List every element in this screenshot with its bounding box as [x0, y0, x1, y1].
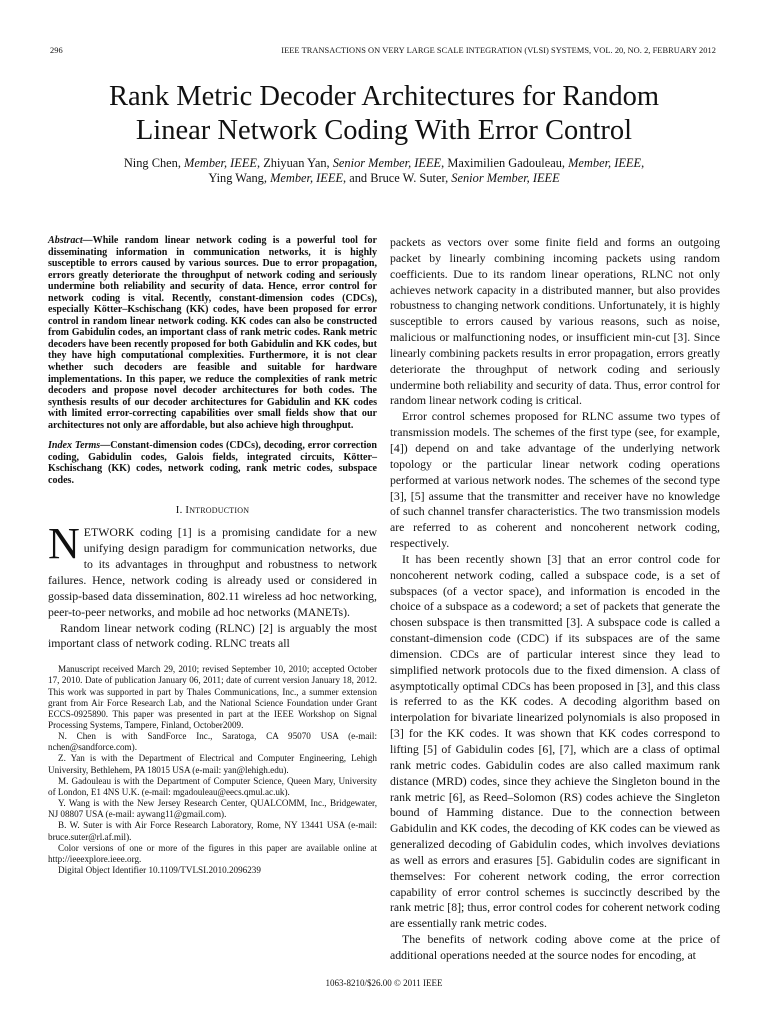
- body-paragraph: Error control schemes proposed for RLNC assume two types of transmission models. The schemes of the first type (see, for example, [4]) depend on and take advantage of the underlying network topology or the particular linear network coding operations performed at various network nodes. The schemes of the second type [3], [5] assume that the transmitter and receiver have no knowledge of such channel transfer characteristics. The two transmission models are referred to as coherent and noncoherent network coding, respectively.: [390, 409, 720, 551]
- page-number: 296: [50, 46, 63, 55]
- abstract-label: Abstract—: [48, 235, 93, 246]
- author: Ning Chen, Member, IEEE,: [123, 156, 264, 170]
- footnote: M. Gadouleau is with the Department of Computer Science, Queen Mary, University of London, E1 4NS U.K. (e-mail: mgadouleau@eecs.qmul.ac.uk).: [48, 775, 377, 797]
- author: Zhiyuan Yan, Senior Member, IEEE,: [263, 156, 448, 170]
- footnote: Y. Wang is with the New Jersey Research Center, QUALCOMM, Inc., Bridgewater, NJ 08807 USA (e-mail: aywang11@gmail.com).: [48, 798, 377, 820]
- footnote: Manuscript received March 29, 2010; revised September 10, 2010; accepted October 17, 2010. Date of publication January 06, 2011; date of current version January 18, 2012. This work was supported in part by Thales Communications, Inc., a summer extension grant from Air Force Research Lab, and the National Science Foundation under Grant ECCS-0925890. This paper was presented in part at the IEEE Workshop on Signal Processing Systems, Tampere, Finland, October2009.: [48, 664, 377, 731]
- footnote: N. Chen is with SandForce Inc., Saratoga, CA 95070 USA (e-mail: nchen@sandforce.com).: [48, 731, 377, 753]
- index-terms-label: Index Terms—: [48, 440, 111, 452]
- left-column: [48, 235, 377, 876]
- right-column: [390, 235, 720, 964]
- title-block: [40, 80, 728, 186]
- title-line-1: Rank Metric Decoder Architectures for Random: [108, 81, 660, 112]
- index-terms-text: Constant-dimension codes (CDCs), decoding, error correction coding, Gabidulin codes, Galois fields, integrated circuits, Kötter–Kschischang (KK) codes, network coding, rank metric codes, subspace codes.: [48, 440, 378, 486]
- title-line-2: Linear Network Coding With Error Control: [135, 115, 633, 146]
- footnote: Z. Yan is with the Department of Electrical and Computer Engineering, Lehigh University, Bethlehem, PA 18015 USA (e-mail: yan@lehigh.edu).: [48, 753, 377, 775]
- footnotes: [48, 664, 377, 876]
- index-terms: [48, 440, 377, 486]
- body-paragraph: It has been recently shown [3] that an error control code for noncoherent network coding, called a subspace code, is a set of subspaces (of a vector space), and information is encoded in the choice of a subspace as a codeword; a set of packets that generate the chosen subspace is then transmitted [3]. A subspace code is called a constant-dimension code (CDC) if its subspaces are of the same dimension. CDCs are of particular interest since they lead to simplified network protocols due to the fixed dimension. A class of asymptotically optimal CDCs has been proposed in [3], and this class is referred to as the KK codes. A decoding algorithm based on interpolation for bivariate linearized polynomials is also proposed in [3] for the KK codes. It was shown that KK codes correspond to lifting [5] of Gabidulin codes [6], [7], which are a class of optimal rank metric codes. Gabidulin codes are also called maximum rank distance (MRD) codes, since they achieve the Singleton bound in the rank metric [6], as Reed–Solomon (RS) codes achieve the Singleton bound of Hamming distance. Due to the connection between Gabidulin and KK codes, the decoding of KK codes can be viewed as generalized decoding of Gabidulin codes, which involves deviations as well as errors and erasures [5]. Gabidulin codes are significant in themselves: For coherent network coding, the error correction capability of error control schemes is succinctly described by the rank metric [8]; thus, error control codes for coherent network coding are essentially rank metric codes.: [390, 551, 720, 931]
- intro-paragraph-1: NETWORK coding [1] is a promising candidate for a new unifying design paradigm for communication networks, due to its advantages in throughput and robustness to network failures. Hence, network coding is already used or considered in gossip-based data dissemination, 802.11 wireless ad hoc networking, peer-to-peer networks, and mobile ad hoc networks (MANETs).: [48, 519, 377, 619]
- drop-cap: N: [48, 519, 80, 569]
- abstract-text: While random linear network coding is a powerful tool for disseminating information in communication networks, it is highly susceptible to errors caused by various sources. Due to error propagation, errors greatly deteriorate the throughput of network coding and seriously undermine both reliability and security of data. Hence, error control for network coding is vital. Recently, constant-dimension codes (CDCs), especially Kötter–Kschischang (KK) codes, have been proposed for error control in random linear network coding. KK codes can also be constructed from Gabidulin codes, an important class of rank metric codes. Rank metric decoders have been recently proposed for both Gabidulin and KK codes, but they have high computational complexities. Furthermore, it is not clear whether such decoders are feasible and suitable for hardware implementations. In this paper, we reduce the complexities of rank metric decoders and propose novel decoder architectures for both codes. The synthesis results of our decoder architectures for Gabidulin and KK codes with limited error-correcting capabilities over small fields show that our architectures not only are affordable, but also achieve high throughput.: [48, 235, 377, 431]
- author: Maximilien Gadouleau, Member, IEEE,: [447, 156, 645, 170]
- copyright-footer: 1063-8210/$26.00 © 2011 IEEE: [325, 978, 443, 988]
- journal-name: IEEE TRANSACTIONS ON VERY LARGE SCALE INTEGRATION (VLSI) SYSTEMS, VOL. 20, NO. 2, FEBRUARY 2012: [281, 46, 716, 55]
- footnote: B. W. Suter is with Air Force Research Laboratory, Rome, NY 13441 USA (e-mail: bruce.suter@rl.af.mil).: [48, 820, 377, 842]
- body-paragraph: The benefits of network coding above come at the price of additional operations needed at the source nodes for encoding, at: [390, 932, 720, 962]
- footnote: Digital Object Identifier 10.1109/TVLSI.2010.2096239: [58, 865, 261, 876]
- introduction-text: [48, 519, 377, 652]
- author: Ying Wang, Member, IEEE, and: [208, 171, 371, 185]
- paper-title: [40, 80, 728, 148]
- body-paragraph: packets as vectors over some finite field and forms an outgoing packet by linearly combining incoming packets using random coefficients. Due to its random linear operations, RLNC not only achieves network capacity in a distributed manner, but also provides robustness to changing network conditions. Unfortunately, it is highly susceptible to errors caused by various reasons, such as noise, malicious or malfunctioning nodes, or insufficient min-cut [3]. Since linearly combining packets results in error propagation, errors greatly deteriorate the throughput of network coding and seriously undermine both reliability and security of data. Thus, error control for random linear network coding is critical.: [390, 235, 720, 408]
- author-list: [40, 156, 728, 186]
- running-head: [50, 46, 716, 55]
- intro-paragraph-2: Random linear network coding (RLNC) [2] is arguably the most important class of network coding. RLNC treats all: [48, 620, 377, 651]
- author: Bruce W. Suter, Senior Member, IEEE: [370, 171, 560, 185]
- footnote: Color versions of one or more of the figures in this paper are available online at http://ieeexplore.ieee.org.: [48, 842, 377, 864]
- abstract: [48, 235, 377, 431]
- section-heading: I. Introduction: [175, 504, 250, 517]
